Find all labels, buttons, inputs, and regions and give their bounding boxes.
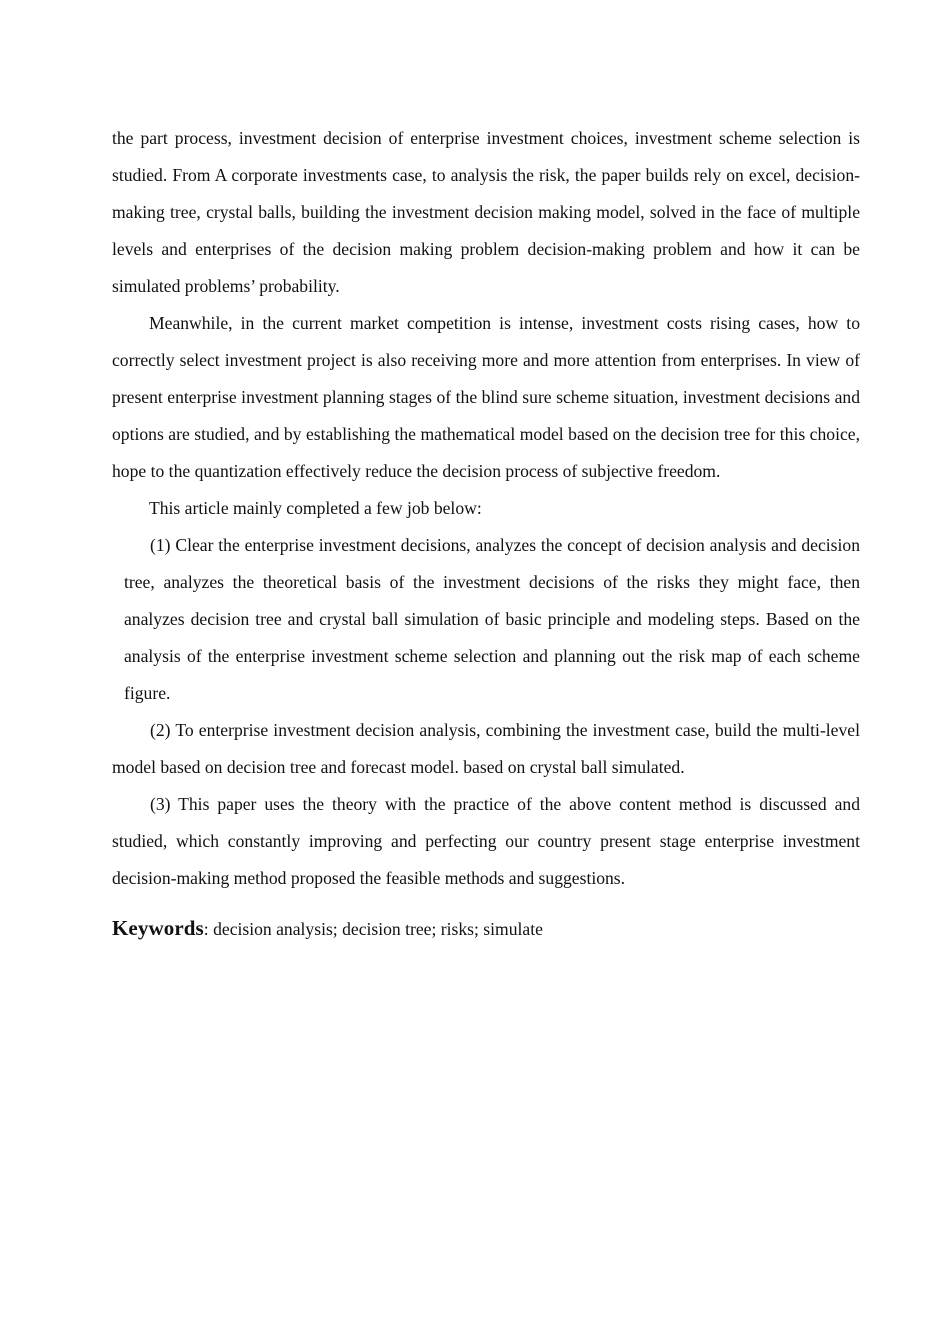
keywords-label: Keywords (112, 916, 204, 940)
keywords-value: decision analysis; decision tree; risks; simulate (213, 919, 543, 939)
paragraph-meanwhile: Meanwhile, in the current market competition is intense, investment costs rising cases, how to correctly select investment project is also receiving more and more attention from enterprises. In view of present enterprise investment planning stages of the blind sure scheme situation, investment decisions and options are studied, and by establishing the mathematical model based on the decision tree for this choice, hope to the quantization effectively reduce the decision process of subjective freedom. (112, 313, 860, 481)
list-item-1: (1) Clear the enterprise investment decisions, analyzes the concept of decision analysis and decision tree, analyzes the theoretical basis of the investment decisions of the risks they might face, then analyzes decision tree and crystal ball simulation of basic principle and modeling steps. Based on the analysis of the enterprise investment scheme selection and planning out the risk map of each scheme figure. (124, 535, 860, 703)
text-column (112, 120, 860, 948)
paragraph-intro-list: This article mainly completed a few job below: (149, 498, 482, 518)
list-item-3: (3) This paper uses the theory with the practice of the above content method is discussed and studied, which constantly improving and perfecting our country present stage enterprise investment decision-making method proposed the feasible methods and suggestions. (112, 794, 860, 888)
keywords-separator: : (203, 919, 214, 939)
keywords-line (112, 897, 860, 948)
paragraph-continuation: the part process, investment decision of enterprise investment choices, investment scheme selection is studied. From A corporate investments case, to analysis the risk, the paper builds rely on excel, decision-making tree, crystal balls, building the investment decision making model, solved in the face of multiple levels and enterprises of the decision making problem decision-making problem and how it can be simulated problems’ probability. (112, 128, 860, 296)
list-item-2: (2) To enterprise investment decision analysis, combining the investment case, build the multi-level model based on decision tree and forecast model. based on crystal ball simulated. (112, 720, 860, 777)
